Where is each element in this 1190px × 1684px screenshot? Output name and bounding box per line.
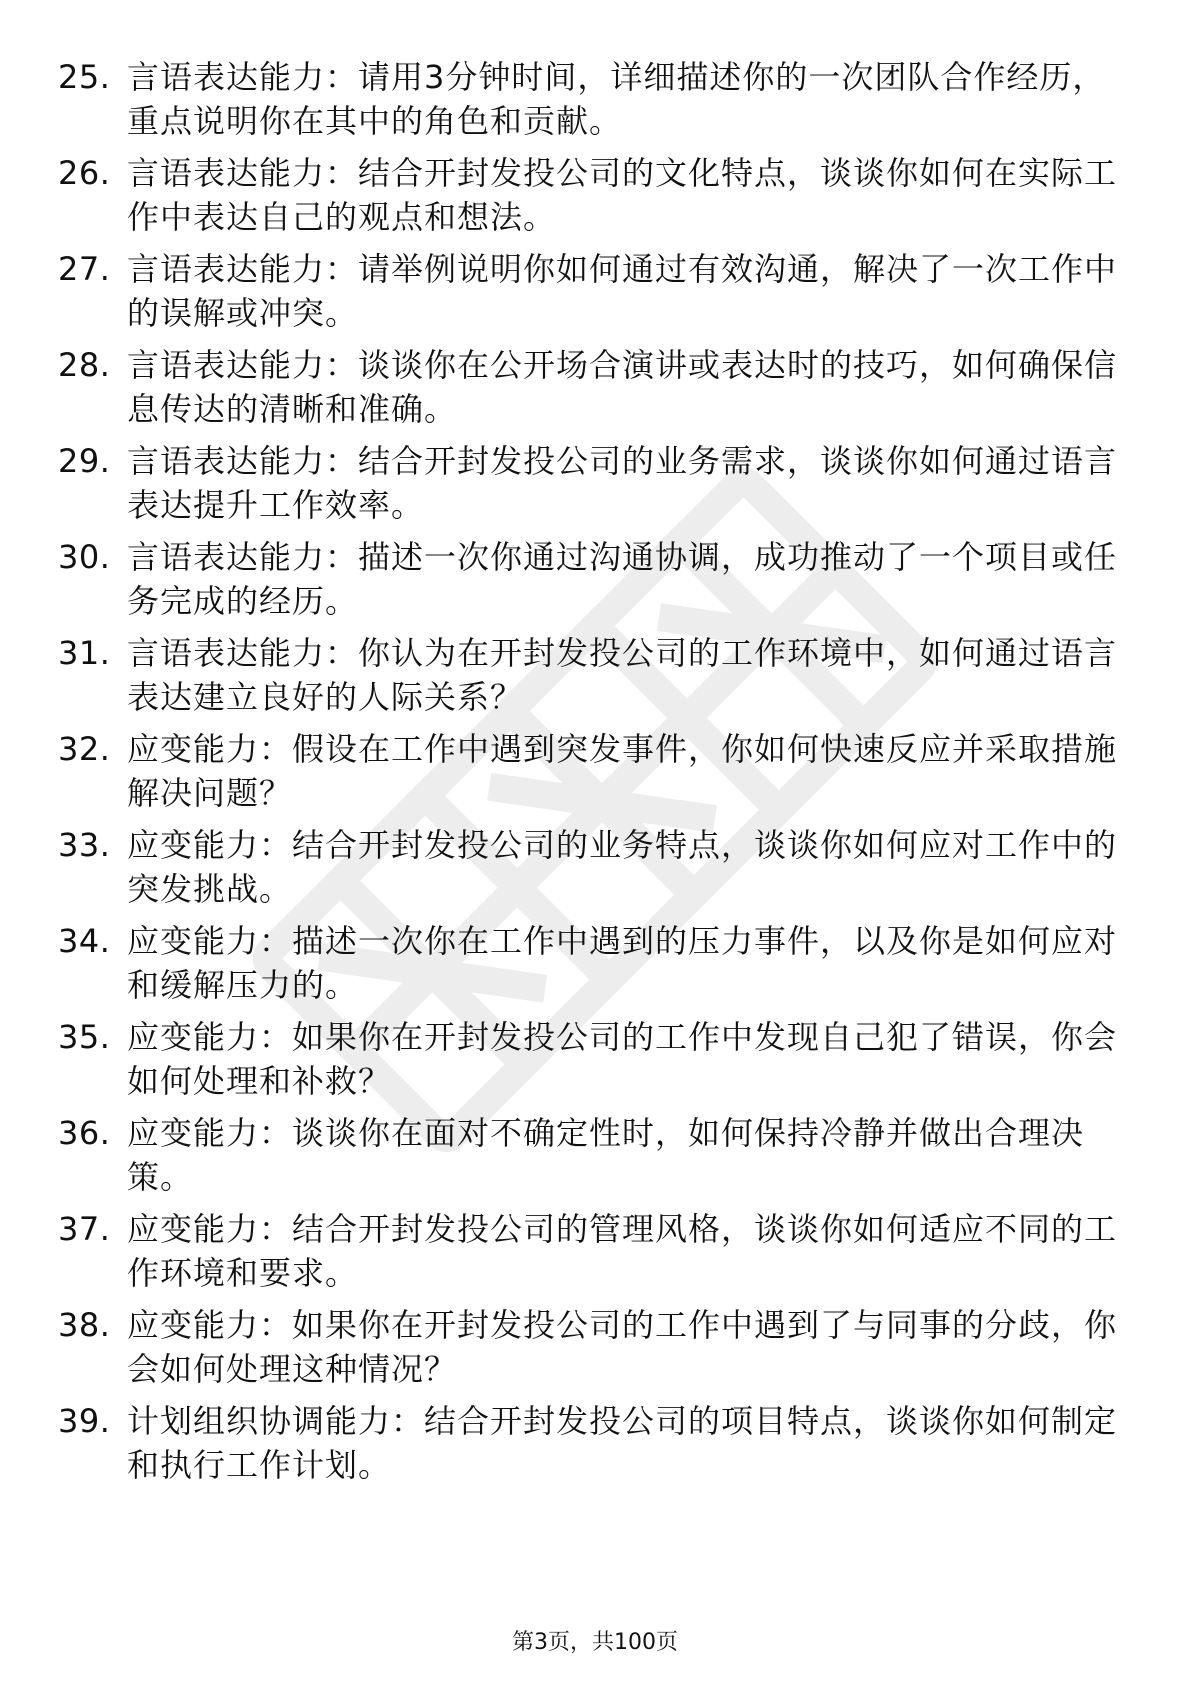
question-number: 33. [58, 826, 111, 864]
question-text: 言语表达能力：你认为在开封发投公司的工作环境中，如何通过语言表达建立良好的人际关系？ [127, 634, 1118, 716]
question-text: 言语表达能力：描述一次你通过沟通协调，成功推动了一个项目或任务完成的经历。 [127, 538, 1118, 620]
question-number: 38. [58, 1306, 111, 1344]
question-text: 应变能力：结合开封发投公司的管理风格，谈谈你如何适应不同的工作环境和要求。 [127, 1210, 1118, 1292]
question-text: 言语表达能力：结合开封发投公司的业务需求，谈谈你如何通过语言表达提升工作效率。 [127, 442, 1118, 524]
question-item [0, 919, 1190, 1019]
question-number: 30. [58, 538, 111, 576]
question-number: 26. [58, 154, 111, 192]
question-text: 应变能力：如果你在开封发投公司的工作中发现自己犯了错误，你会如何处理和补救？ [127, 1018, 1118, 1100]
question-item [0, 1399, 1190, 1499]
question-item [0, 1015, 1190, 1115]
question-number: 34. [58, 922, 111, 960]
question-item [0, 343, 1190, 443]
question-number: 36. [58, 1114, 111, 1152]
question-item [0, 1303, 1190, 1403]
question-number: 31. [58, 634, 111, 672]
question-number: 32. [58, 730, 111, 768]
question-text: 应变能力：描述一次你在工作中遇到的压力事件，以及你是如何应对和缓解压力的。 [127, 922, 1118, 1004]
question-item [0, 631, 1190, 731]
question-item [0, 439, 1190, 539]
question-item [0, 727, 1190, 827]
question-text: 计划组织协调能力：结合开封发投公司的项目特点，谈谈你如何制定和执行工作计划。 [127, 1402, 1118, 1484]
question-number: 35. [58, 1018, 111, 1056]
question-number: 29. [58, 442, 111, 480]
question-item [0, 55, 1190, 155]
question-text: 应变能力：假设在工作中遇到突发事件，你如何快速反应并采取措施解决问题？ [127, 730, 1118, 812]
question-text: 应变能力：如果你在开封发投公司的工作中遇到了与同事的分歧，你会如何处理这种情况？ [127, 1306, 1118, 1388]
question-number: 39. [58, 1402, 111, 1440]
question-item [0, 1111, 1190, 1211]
question-number: 28. [58, 346, 111, 384]
question-item [0, 247, 1190, 347]
page-number-label: 第3页，共100页 [512, 1630, 678, 1655]
question-item [0, 151, 1190, 251]
question-item [0, 1207, 1190, 1307]
question-item [0, 535, 1190, 635]
question-item [0, 823, 1190, 923]
question-text: 应变能力：谈谈你在面对不确定性时，如何保持冷静并做出合理决策。 [127, 1114, 1085, 1196]
question-number: 27. [58, 250, 111, 288]
page-footer [0, 1628, 1190, 1658]
question-text: 言语表达能力：谈谈你在公开场合演讲或表达时的技巧，如何确保信息传达的清晰和准确。 [127, 346, 1118, 428]
question-text: 言语表达能力：请举例说明你如何通过有效沟通，解决了一次工作中的误解或冲突。 [127, 250, 1118, 332]
question-text: 言语表达能力：结合开封发投公司的文化特点，谈谈你如何在实际工作中表达自己的观点和想法。 [127, 154, 1118, 236]
question-text: 应变能力：结合开封发投公司的业务特点，谈谈你如何应对工作中的突发挑战。 [127, 826, 1118, 908]
question-number: 25. [58, 58, 111, 96]
question-text: 言语表达能力：请用3分钟时间，详细描述你的一次团队合作经历，重点说明你在其中的角色和贡献。 [127, 58, 1106, 140]
question-number: 37. [58, 1210, 111, 1248]
